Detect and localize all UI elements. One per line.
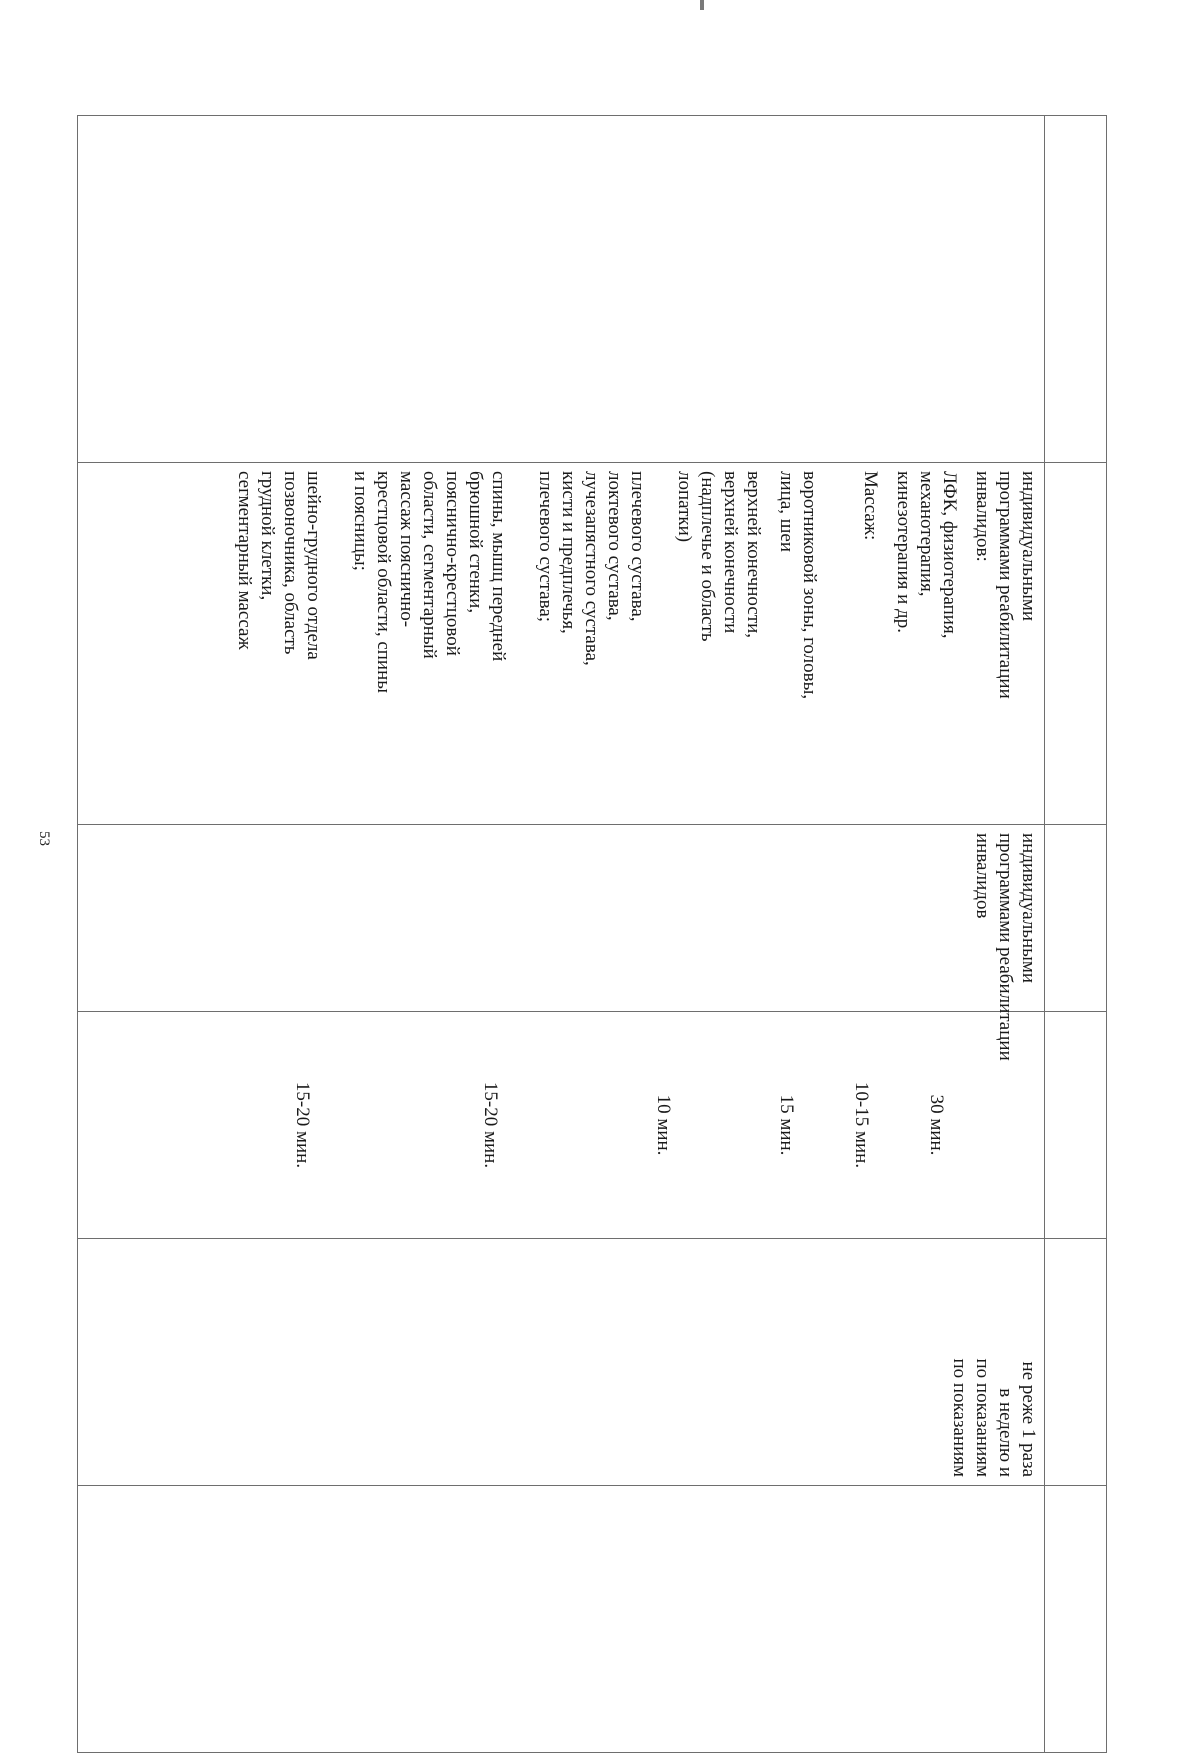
duration-massage-4: 15-20 мин.: [480, 1081, 501, 1169]
header-cell: [1045, 1012, 1107, 1239]
frequency-cell: не реже 1 раза в неделю и по показаниям по показаниям: [78, 1239, 1045, 1486]
header-cell: [1045, 1239, 1107, 1486]
empty-cell: [78, 1486, 1045, 1753]
services-cell: [78, 463, 1045, 825]
massage-item: плечевого сустава, локтевого сустава, лучезапястного сустава, кисти и предплечья, плечевого сустава;: [535, 471, 648, 666]
header-cell: [1045, 1486, 1107, 1753]
therapy-list: ЛФК, физиотерапия, механотерапия, кинезотерапия и др.: [893, 471, 960, 639]
rotated-table-wrapper: [77, 115, 1107, 1713]
duration-massage-1: 10-15 мин.: [851, 1081, 872, 1169]
services-intro: индивидуальными программами реабилитации инвалидов:: [972, 471, 1039, 699]
duration-cell: [78, 1012, 1045, 1239]
duration-massage-3: 10 мин.: [653, 1094, 674, 1156]
massage-item: верхней конечности, верхней конечности (надплечье и область лопатки): [674, 471, 764, 642]
massage-item: шейно-грудного отдела позвоночника, область грудной клетки, сегментарный массаж: [234, 471, 324, 660]
duration-massage-2: 15 мин.: [776, 1094, 797, 1156]
massage-frequency: по показаниям: [949, 1358, 970, 1477]
duration-massage-5: 15-20 мин.: [292, 1081, 313, 1169]
massage-heading: Массаж:: [860, 471, 881, 541]
basis-cell: индивидуальными программами реабилитации инвалидов: [78, 825, 1045, 1012]
duration-therapy: 30 мин.: [926, 1094, 947, 1156]
massage-item: спины, мышц передней брюшной стенки, пояснично-крестцовой области, сегментарный массаж пояснично- крестцовой области, спины и поясницы;: [350, 471, 509, 694]
header-cell: [1045, 116, 1107, 463]
table-header-row: [1045, 116, 1107, 1753]
header-cell: [1045, 825, 1107, 1012]
scan-mark: [700, 0, 704, 10]
header-cell: [1045, 463, 1107, 825]
table-row: [78, 116, 1045, 1753]
massage-item: воротниковой зоны, головы, лица, шеи: [776, 471, 820, 700]
services-table: [77, 115, 1107, 1753]
empty-cell: [78, 116, 1045, 463]
page-number: 53: [36, 831, 52, 846]
